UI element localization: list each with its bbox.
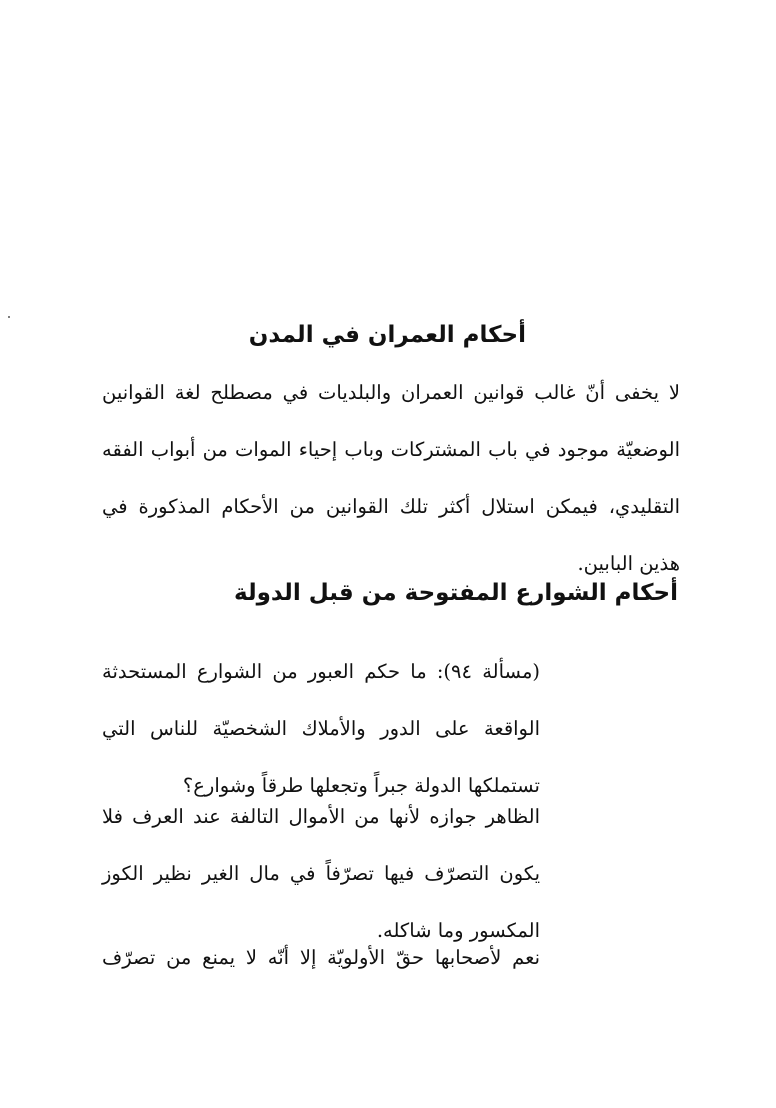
question-line: تستملكها الدولة جبراً وتجعلها طرقاً وشوارع؟ <box>182 774 540 797</box>
intro-line: الوضعيّة موجود في باب المشتركات وباب إحياء الموات من أبواب الفقه <box>102 438 680 461</box>
intro-paragraph <box>102 364 680 592</box>
answer-line: المكسور وما شاكله. <box>376 919 540 942</box>
scan-speck <box>8 316 10 318</box>
continuation-line: نعم لأصحابها حقّ الأولويّة إلا أنّه لا يمنع من تصرّف <box>102 946 540 969</box>
question-line: الواقعة على الدور والأملاك الشخصيّة للناس التي <box>102 717 540 740</box>
section-title: أحكام العمران في المدن <box>248 322 526 348</box>
intro-line: هذين البابين. <box>577 552 680 575</box>
intro-line: لا يخفى أنّ غالب قوانين العمران والبلديات في مصطلح لغة القوانين <box>102 381 680 404</box>
question-line: (مسألة ٩٤): ما حكم العبور من الشوارع المستحدثة <box>102 660 541 683</box>
subsection-title: أحكام الشوارع المفتوحة من قبل الدولة <box>234 580 678 606</box>
continuation-paragraph <box>102 929 540 986</box>
intro-line: التقليدي، فيمكن استلال أكثر تلك القوانين من الأحكام المذكورة في <box>102 495 680 518</box>
answer-line: يكون التصرّف فيها تصرّفاً في مال الغير نظير الكوز <box>102 862 540 885</box>
answer-line: الظاهر جوازه لأنها من الأموال التالفة عند العرف فلا <box>102 805 540 828</box>
